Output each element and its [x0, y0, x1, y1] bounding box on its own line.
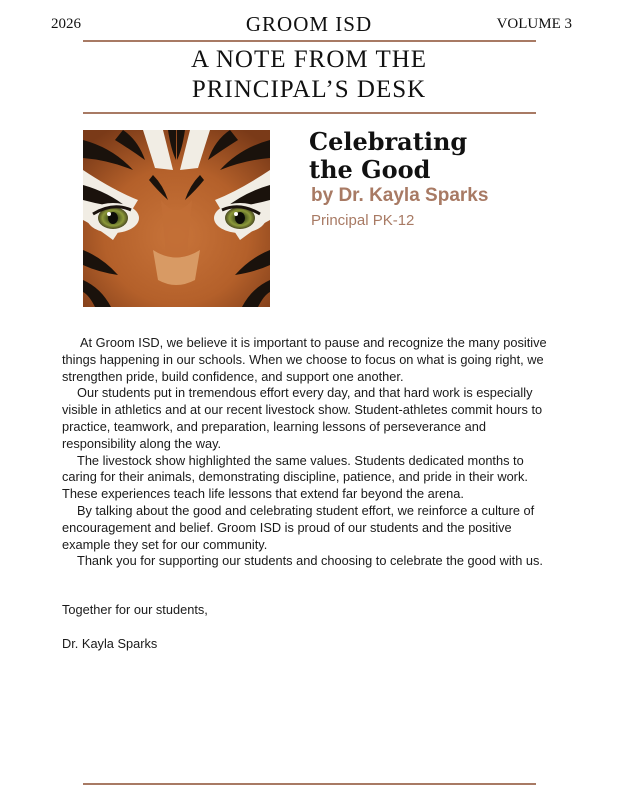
author-byline: by Dr. Kayla Sparks	[311, 185, 489, 206]
volume-label: VOLUME 3	[496, 16, 572, 32]
page-title	[0, 45, 618, 105]
signature: Dr. Kayla Sparks	[62, 636, 158, 651]
body-paragraph: By talking about the good and celebrating student effort, we reinforce a culture of encouragement and belief. Groom ISD is proud of our students and the positive example they set for our community.	[62, 502, 535, 552]
top-divider	[83, 40, 536, 42]
article-title-line-2: the Good	[309, 155, 431, 184]
body-paragraph: Our students put in tremendous effort every day, and that hard work is especially visible in athletics and at our recent livestock show. Student-athletes commit hours to practice, teamwork, and preparation, learning lessons of perseverance and responsibility along the way.	[62, 385, 543, 451]
bottom-divider	[83, 783, 536, 785]
issue-year: 2026	[51, 16, 81, 32]
body-paragraph: Thank you for supporting our students and choosing to celebrate the good with us.	[77, 553, 543, 569]
body-paragraph: The livestock show highlighted the same values. Students dedicated months to caring for their animals, demonstrating discipline, patience, and pride in their work. These experiences teach life lessons that extend far beyond the arena.	[62, 452, 528, 502]
district-name: GROOM ISD	[245, 12, 373, 36]
article-title	[309, 128, 467, 184]
tiger-photo	[83, 130, 270, 307]
page-title-line-2: PRINCIPAL’S DESK	[191, 76, 427, 103]
title-divider	[83, 112, 536, 114]
body-paragraph: At Groom ISD, we believe it is important to pause and recognize the many positive things happening in our schools. When we choose to focus on what is going right, we strengthen pride, build confidence, and support one another.	[62, 335, 547, 384]
article-title-line-1: Celebrating	[309, 127, 468, 156]
closing-line: Together for our students,	[62, 602, 208, 617]
author-role: Principal PK-12	[311, 212, 415, 229]
article-body	[62, 335, 562, 570]
page-title-line-1: A NOTE FROM THE	[190, 46, 428, 73]
